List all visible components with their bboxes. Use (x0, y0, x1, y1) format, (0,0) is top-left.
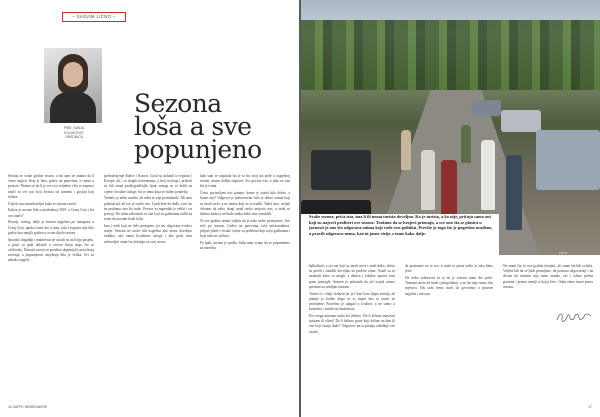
paragraph: Kakva je sezona bila u prethodnoj 2019. u Crnoj Gori i šta ovo znači? (8, 208, 94, 218)
photo-car (536, 130, 600, 190)
portrait-body (50, 92, 96, 123)
author-signature (555, 310, 593, 324)
paragraph: Pristoji, razlog, dalje je sezona uspješna po mnogima u Crnoj Gori, uprkos tome što u junu, julu i avgustu nije bilo gužve kao ranijih godina u ovom dijelu sezone. (8, 220, 94, 235)
author-credit (56, 126, 92, 140)
pull-quote: Svake sezone, prića ista, ima li ili nema turista dovoljno. Ko je turista, a ko nije, pričaju samo oni koji su najveći profiteri ove sezone. Tražimo da se brojevi priznaju, a sve ono šta se plasira u javnosti je ono što odgovara onima koji vode ovu politiku. Previše je toga što je pogrešno urađeno, a pravih odgovora nema, kao ni jasne vizije o tome kako dalje. (309, 214, 493, 236)
portrait-face (63, 62, 83, 87)
photo-car (471, 100, 501, 116)
photo-car (501, 110, 541, 132)
title-line-1: Sezona (134, 89, 222, 118)
left-page (0, 0, 299, 417)
article-column-4 (309, 264, 395, 336)
article-column-2 (104, 174, 192, 246)
article-column-6 (503, 264, 593, 292)
paragraph: Pa ipak, sezona je prošla. Sada nam ostaje da se pripremimo za narednu. (200, 241, 290, 251)
article-column-3 (200, 174, 290, 253)
paragraph: Pre svega moramo znati šta želimo. Da li želimo masovni turizam ili elitni? Da li želimo goste koji dolaze na dan ili one koji ostaju duže? Odgovori na ta pitanja određuju sve ostalo. (309, 314, 395, 334)
paragraph: predstavljenje Budve i Kotora. Gosti su dolazili iz regiona i Evrope, ali i sa drugih kontinenata, a broj noćenja i prihodi su bili iznad prošlogodišnjih. Ipak, mnogi su se žalili na cijene i kvalitet usluge, što je tema koja se stalno ponavlja. (104, 174, 192, 194)
article-title (134, 89, 274, 164)
photo-trees (301, 20, 600, 90)
paragraph: Sportski događaji i manifestacije uticali su na bolju posjetu, a gosti su ipak dolazili u većem broju nego što se očekivalo. Domaći turisti su posebno doprinijeli rastu broja noćenja, a popunjenost smještaja bila je velika. Svi su nekako uspjeli. (8, 237, 94, 263)
section-label: – SASVIM LIČNO – (62, 12, 126, 22)
paragraph: Ni ove godine nisam vidjela da je neko nešto promijenio. Sve teče po starom. Gužve na putevima, loša infrastruktura, prljave plaže i visoke cijene su problemi koji traju godinama i koje niko ne rješava. (200, 218, 290, 239)
left-page-footer: 16 SAFFE NEMEDINERE (8, 405, 48, 409)
paragraph: Turisti će i dalje dolaziti jer je Crna Gora lijepa zemlja, ali pitanje je koliko dugo će to trajati ako se stvari ne promijene. Potrebno je ulagati u kvalitet, a ne samo u kvantitet, i misliti na budućnost. (309, 291, 395, 312)
paragraph: da pristanete na to sve, a onda se pitate zašto je tako kako jeste. (405, 264, 493, 274)
photo-car (311, 150, 371, 190)
right-page-footer: 17 (588, 405, 592, 409)
article-column-5 (405, 264, 493, 298)
title-line-3: popunjeno (134, 135, 262, 164)
author-portrait (44, 48, 102, 123)
author-credit-name: PIŠE: SANJA KOLAROVIĆ (63, 126, 85, 135)
photo-person (481, 140, 495, 210)
photo-person (461, 125, 471, 163)
photo-credit: FOTO (559, 251, 568, 255)
right-page (301, 0, 600, 417)
paragraph: Ne znam šta će ova godina donijeti, ali znam šta bih voljela. Voljela bih da se ljudi promijene, da postanu odgovorniji i da shvate da turizam nije samo zarada, već i odnos prema gostima i prema zemlji u kojoj žive. Onda ćemo imati pravu sezonu. (503, 264, 593, 289)
author-credit-role: UREDNICA (65, 135, 83, 140)
paragraph: Uvijek smo nezadovoljni kada se sezona završi. (8, 201, 77, 206)
photo-person (401, 130, 411, 170)
photo-person (506, 155, 522, 230)
photo-person (421, 150, 435, 210)
title-line-2: loša a sve (134, 112, 252, 141)
paragraph: Ima i onih koji ne žele promjene, jer im odgovara ovakvo stanje. Sezona ne može biti uspješna ako nema dovoljno radnika, ako nema kvalitetne usluge i ako gosti nisu zadovoljni onim što dobijaju za svoj novac. (104, 224, 192, 244)
paragraph: lako sam se raspitala šta je to što stoji iza priče o uspješnoj sezoni, nisam dobila odgovor. Svi govore isto, a niko ne zna šta je istina. (200, 174, 290, 189)
paragraph: Često postavljam isto pitanje: kome je zaista bilo dobro, a kome nije? Odgovor je jednostavan: bilo je dobro onima koji su imali sreće, a ne onima koji su se trudili. Takvi smo, uvijek čekamo da neko drugi uradi nešto umjesto nas, a onda se žalimo kada to ne bude onako kako smo zamislili. (200, 191, 290, 217)
paragraph: Ne treba zaboraviti ni to da je sezona samo dio priče. Turizam mora da bude cjelogodišnji, a ne da traje samo dva mjeseca. Tek tada ćemo moći da govorimo o pravom uspjehu i razvoju. (405, 276, 493, 296)
paragraph: Trebalo je nešto uraditi, ali ništa se nije promijenilo. Mi smo pokušavali, ali sve je ostalo isto. Ljudi žele da dođu, a mi im ne pružamo ono što traže. Prostor za napredak je veliki i on postoji. Ne treba zaboraviti ni one koji su godinama radili na tome da turizam bude bolji. (104, 196, 192, 222)
paragraph: Sezona se svake godine otvara, a mi opet ne znamo da li ćemo uspjeti. Kraj je ljeta, gužve na putevima, a cijene u porastu. Pitamo se da li je sve ovo vrijedno i šta to zapravo znači za sve nas koji živimo od turizma i gostiju koji dolaze. (8, 174, 94, 199)
paragraph: kalkulirati, a svi oni koji su imali sreće i znali kako, dobro su prošli i zaradili dovoljno da prežive zimu. Ostali su se snalazili kako su mogli, a država i lokalne uprave nisu puno pomogle. Sezona je pokazala da još uvijek nismo spremni za ozbiljan turizam. (309, 264, 395, 289)
article-column-1 (8, 174, 94, 265)
